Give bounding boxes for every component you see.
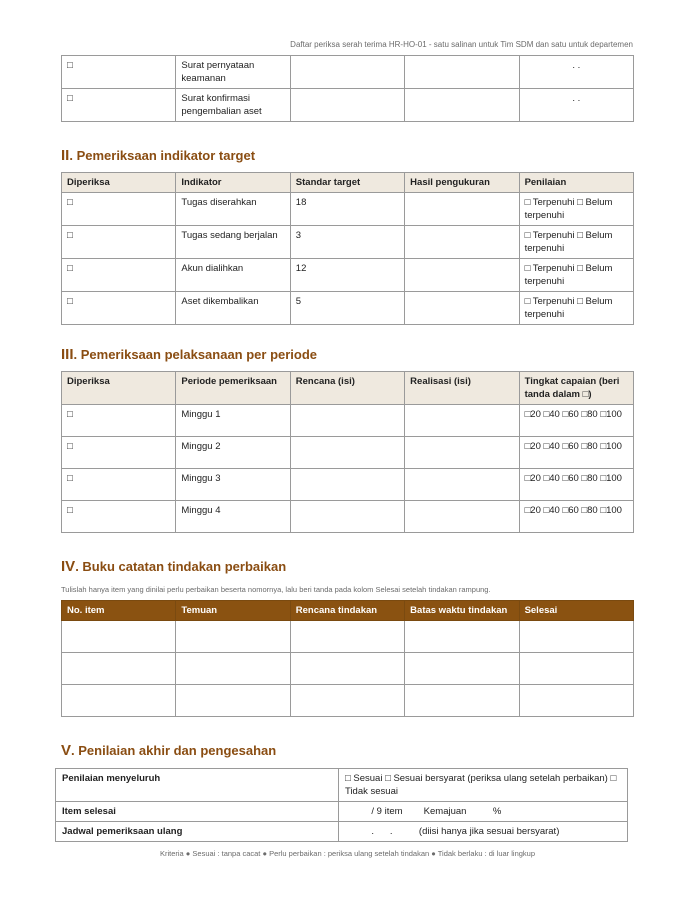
result-field[interactable] (405, 226, 519, 259)
table-header-row (62, 601, 634, 621)
date-field[interactable]: . . (519, 56, 633, 89)
target-value: 18 (290, 193, 404, 226)
actual-field[interactable] (405, 437, 519, 469)
indicator-table (61, 172, 634, 325)
table-row (62, 501, 634, 533)
blank-cell[interactable] (405, 685, 519, 717)
checkbox[interactable]: □ (62, 437, 176, 469)
assessment-options[interactable]: □ Terpenuhi □ Belum terpenuhi (519, 292, 633, 325)
checkbox[interactable]: □ (62, 469, 176, 501)
blank-cell[interactable] (62, 685, 176, 717)
date-field[interactable]: . . (519, 89, 633, 122)
column-header: No. item (62, 601, 176, 621)
period-label: Minggu 2 (176, 437, 290, 469)
level-options[interactable]: □20 □40 □60 □80 □100 (519, 501, 633, 533)
period-label: Minggu 4 (176, 501, 290, 533)
top-continuation-table (61, 55, 634, 122)
plan-field[interactable] (290, 469, 404, 501)
table-row (56, 769, 628, 802)
plan-field[interactable] (290, 405, 404, 437)
corrective-action-table (61, 600, 634, 717)
result-field[interactable] (405, 259, 519, 292)
level-options[interactable]: □20 □40 □60 □80 □100 (519, 405, 633, 437)
item-label: Surat pernyataan keamanan (176, 56, 290, 89)
checkbox[interactable]: □ (62, 56, 176, 89)
blank-cell[interactable] (519, 621, 633, 653)
column-header: Penilaian (519, 173, 633, 193)
column-header: Standar target (290, 173, 404, 193)
table-row (62, 292, 634, 325)
table-row (62, 56, 634, 89)
section-4-title: IV. Buku catatan tindakan perbaikan (61, 558, 287, 575)
table-row (62, 259, 634, 292)
checkbox[interactable]: □ (62, 292, 176, 325)
target-value: 12 (290, 259, 404, 292)
table-row (62, 405, 634, 437)
column-header: Rencana (isi) (290, 372, 404, 405)
overall-assessment-options[interactable]: □ Sesuai □ Sesuai bersyarat (periksa ulang setelah perbaikan) □ Tidak sesuai (339, 769, 628, 802)
column-header: Hasil pengukuran (405, 173, 519, 193)
blank-cell[interactable] (290, 653, 404, 685)
blank-cell[interactable] (176, 653, 290, 685)
column-header: Realisasi (isi) (405, 372, 519, 405)
table-row (56, 802, 628, 822)
table-row (62, 89, 634, 122)
table-header-row (62, 372, 634, 405)
blank-cell[interactable] (62, 621, 176, 653)
blank-cell[interactable] (290, 621, 404, 653)
row-label: Jadwal pemeriksaan ulang (56, 822, 339, 842)
checkbox[interactable]: □ (62, 226, 176, 259)
completed-items-field[interactable]: / 9 item Kemajuan % (339, 802, 628, 822)
blank-cell[interactable] (290, 89, 404, 122)
column-header: Indikator (176, 173, 290, 193)
table-header-row (62, 173, 634, 193)
checkbox[interactable]: □ (62, 405, 176, 437)
column-header: Diperiksa (62, 173, 176, 193)
header-note: Daftar periksa serah terima HR-HO-01 - satu salinan untuk Tim SDM dan satu untuk departemen (290, 40, 633, 49)
actual-field[interactable] (405, 501, 519, 533)
blank-cell[interactable] (519, 653, 633, 685)
blank-cell[interactable] (176, 621, 290, 653)
row-label: Item selesai (56, 802, 339, 822)
blank-cell[interactable] (290, 685, 404, 717)
checkbox[interactable]: □ (62, 259, 176, 292)
row-label: Penilaian menyeluruh (56, 769, 339, 802)
recheck-schedule-field[interactable]: . . (diisi hanya jika sesuai bersyarat) (339, 822, 628, 842)
level-options[interactable]: □20 □40 □60 □80 □100 (519, 437, 633, 469)
column-header: Batas waktu tindakan (405, 601, 519, 621)
target-value: 5 (290, 292, 404, 325)
table-row (62, 685, 634, 717)
column-header: Diperiksa (62, 372, 176, 405)
column-header: Periode pemeriksaan (176, 372, 290, 405)
table-row (56, 822, 628, 842)
column-header: Tingkat capaian (beri tanda dalam □) (519, 372, 633, 405)
plan-field[interactable] (290, 437, 404, 469)
indicator-name: Aset dikembalikan (176, 292, 290, 325)
target-value: 3 (290, 226, 404, 259)
assessment-options[interactable]: □ Terpenuhi □ Belum terpenuhi (519, 226, 633, 259)
indicator-name: Akun dialihkan (176, 259, 290, 292)
actual-field[interactable] (405, 469, 519, 501)
period-label: Minggu 1 (176, 405, 290, 437)
blank-cell[interactable] (405, 56, 519, 89)
section-4-note: Tulislah hanya item yang dinilai perlu perbaikan beserta nomornya, lalu beri tanda pada kolom Selesai setelah tindakan rampung. (61, 585, 491, 594)
column-header: Rencana tindakan (290, 601, 404, 621)
blank-cell[interactable] (62, 653, 176, 685)
blank-cell[interactable] (405, 89, 519, 122)
level-options[interactable]: □20 □40 □60 □80 □100 (519, 469, 633, 501)
table-row (62, 437, 634, 469)
blank-cell[interactable] (290, 56, 404, 89)
assessment-options[interactable]: □ Terpenuhi □ Belum terpenuhi (519, 193, 633, 226)
column-header: Selesai (519, 601, 633, 621)
table-row (62, 193, 634, 226)
blank-cell[interactable] (519, 685, 633, 717)
table-row (62, 226, 634, 259)
indicator-name: Tugas sedang berjalan (176, 226, 290, 259)
assessment-options[interactable]: □ Terpenuhi □ Belum terpenuhi (519, 259, 633, 292)
actual-field[interactable] (405, 405, 519, 437)
plan-field[interactable] (290, 501, 404, 533)
blank-cell[interactable] (405, 653, 519, 685)
checkbox[interactable]: □ (62, 193, 176, 226)
period-table (61, 371, 634, 533)
result-field[interactable] (405, 292, 519, 325)
period-label: Minggu 3 (176, 469, 290, 501)
section-2-title: II. Pemeriksaan indikator target (61, 147, 256, 164)
table-row (62, 621, 634, 653)
section-3-title: III. Pemeriksaan pelaksanaan per periode (61, 346, 318, 363)
blank-cell[interactable] (176, 685, 290, 717)
final-assessment-table (55, 768, 628, 842)
table-row (62, 653, 634, 685)
checkbox[interactable]: □ (62, 501, 176, 533)
column-header: Temuan (176, 601, 290, 621)
checkbox[interactable]: □ (62, 89, 176, 122)
blank-cell[interactable] (405, 621, 519, 653)
result-field[interactable] (405, 193, 519, 226)
item-label: Surat konfirmasi pengembalian aset (176, 89, 290, 122)
indicator-name: Tugas diserahkan (176, 193, 290, 226)
section-5-title: V. Penilaian akhir dan pengesahan (61, 742, 277, 759)
criteria-footer: Kriteria ● Sesuai : tanpa cacat ● Perlu perbaikan : periksa ulang setelah tindakan ● Tidak berlaku : di luar lingkup (159, 849, 536, 858)
table-row (62, 469, 634, 501)
